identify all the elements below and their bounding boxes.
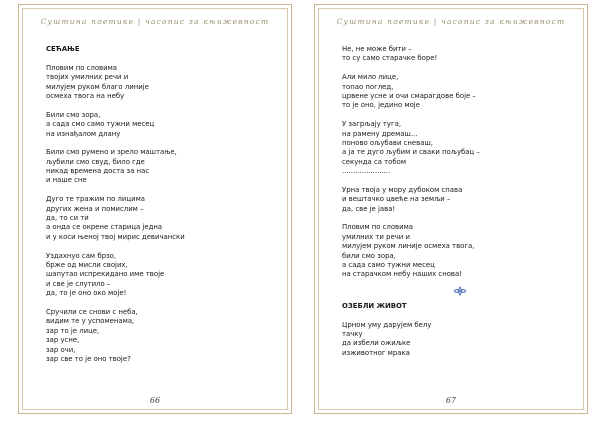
poem-line: Урна твоја у мору дубоком спава bbox=[342, 185, 463, 194]
poem-title: СЕЋАЊЕ bbox=[46, 45, 80, 53]
poem-line: Уздахнуо сам брзо, bbox=[46, 251, 117, 260]
poem-line: топао поглед, bbox=[342, 82, 394, 91]
running-header: Суштина поетике | часопис за књижевност bbox=[336, 17, 566, 26]
poem-line: Били смо румено и зрело маштање, bbox=[46, 148, 177, 157]
poem-line: а онда се окрене старица једна bbox=[46, 223, 163, 232]
poem-line: брже од мисли својих, bbox=[46, 260, 128, 269]
poem-line: на старачком небу наших снова! bbox=[342, 270, 462, 279]
poem-line: зар све то је оно твоје? bbox=[46, 354, 131, 363]
poem-line: били смо зора, bbox=[342, 251, 396, 260]
page-number: 66 bbox=[149, 396, 161, 405]
poem-line: то су само старачке боре! bbox=[342, 54, 438, 63]
poem-body bbox=[46, 45, 281, 364]
running-header: Суштина поетике | часопис за књижевност bbox=[40, 17, 270, 26]
poem-line: Пловим по словима bbox=[46, 63, 118, 72]
poem-line: других жена и помислим – bbox=[46, 204, 144, 213]
poem-line: да, то је оно око моје! bbox=[46, 289, 127, 298]
poem-line: милујем руком линије осмеха твога, bbox=[342, 242, 475, 251]
poem-line: Не, не може бити – bbox=[342, 45, 412, 53]
poem-line: шапутао испрекидано име твоје bbox=[46, 270, 165, 279]
poem-line: никад времена доста за нас bbox=[46, 167, 150, 176]
poem-line: изживотног мрака bbox=[342, 348, 410, 357]
poem-line: и у коси њеној твој мирис девичански bbox=[46, 232, 185, 241]
poem-line: секунда са тобом bbox=[342, 157, 407, 166]
poem-line: У загрљају туга, bbox=[342, 120, 402, 129]
poem-line: зар усне, bbox=[46, 336, 80, 345]
poem-line: поново ољубави сневаш, bbox=[342, 138, 433, 147]
poem-line: зар очи, bbox=[46, 345, 76, 354]
poem-line: а сада само тужни месец bbox=[342, 260, 435, 269]
poem-line: осмеха твога на небу bbox=[46, 91, 125, 100]
right-page bbox=[314, 4, 588, 414]
poem-line: Али мило лице, bbox=[342, 73, 399, 82]
poem-line: твојих умилних речи и bbox=[46, 73, 129, 82]
poem-line: а сада смо само тужни месец bbox=[46, 120, 155, 129]
poem-line: тачку bbox=[342, 329, 363, 338]
poem-body bbox=[342, 45, 577, 358]
poem-line: видим те у успоменама, bbox=[46, 317, 135, 326]
poem-line: Сручили се снови с неба, bbox=[46, 307, 138, 316]
poem-line: Црном уму дарујем белу bbox=[342, 320, 432, 329]
poem-line: и наше сне bbox=[46, 176, 87, 185]
poem-line: Пловим по словима bbox=[342, 223, 414, 232]
poem-line: то је оно, једино моје bbox=[342, 101, 420, 110]
poem-title: ОЗЕБЛИ ЖИВОТ bbox=[342, 301, 407, 310]
poem-line: и вештачко цвеће на земљи – bbox=[342, 195, 451, 204]
poem-line: на изнађалом длану bbox=[46, 129, 121, 138]
poem-line: љубили смо свуд, било где bbox=[46, 157, 145, 166]
poem-line: на рамену дремаш... bbox=[342, 129, 418, 138]
poem-line: а ја те дуго љубим и сваки пољубац – bbox=[342, 148, 480, 157]
poem-line: црвене усне и очи смарагдове боје – bbox=[342, 91, 476, 100]
poem-line: милујем руком благо линије bbox=[46, 82, 149, 91]
page-number: 67 bbox=[445, 396, 457, 405]
poem-line: умилних ти речи и bbox=[342, 232, 410, 241]
poem-line: и све је слутило – bbox=[46, 279, 111, 288]
poem-line: да, то си ти bbox=[46, 214, 89, 223]
poem-line: Били смо зора, bbox=[46, 110, 101, 119]
poem-line: зар то је лице, bbox=[46, 326, 100, 335]
poem-line: да избели ожиљке bbox=[342, 339, 411, 348]
poem-line: да, све је јава! bbox=[342, 204, 396, 213]
left-page bbox=[18, 4, 292, 414]
poem-line: ...................... bbox=[342, 167, 391, 176]
poem-line: Дуго те тражим по лицима bbox=[46, 195, 145, 204]
fleuron-icon bbox=[342, 280, 577, 302]
